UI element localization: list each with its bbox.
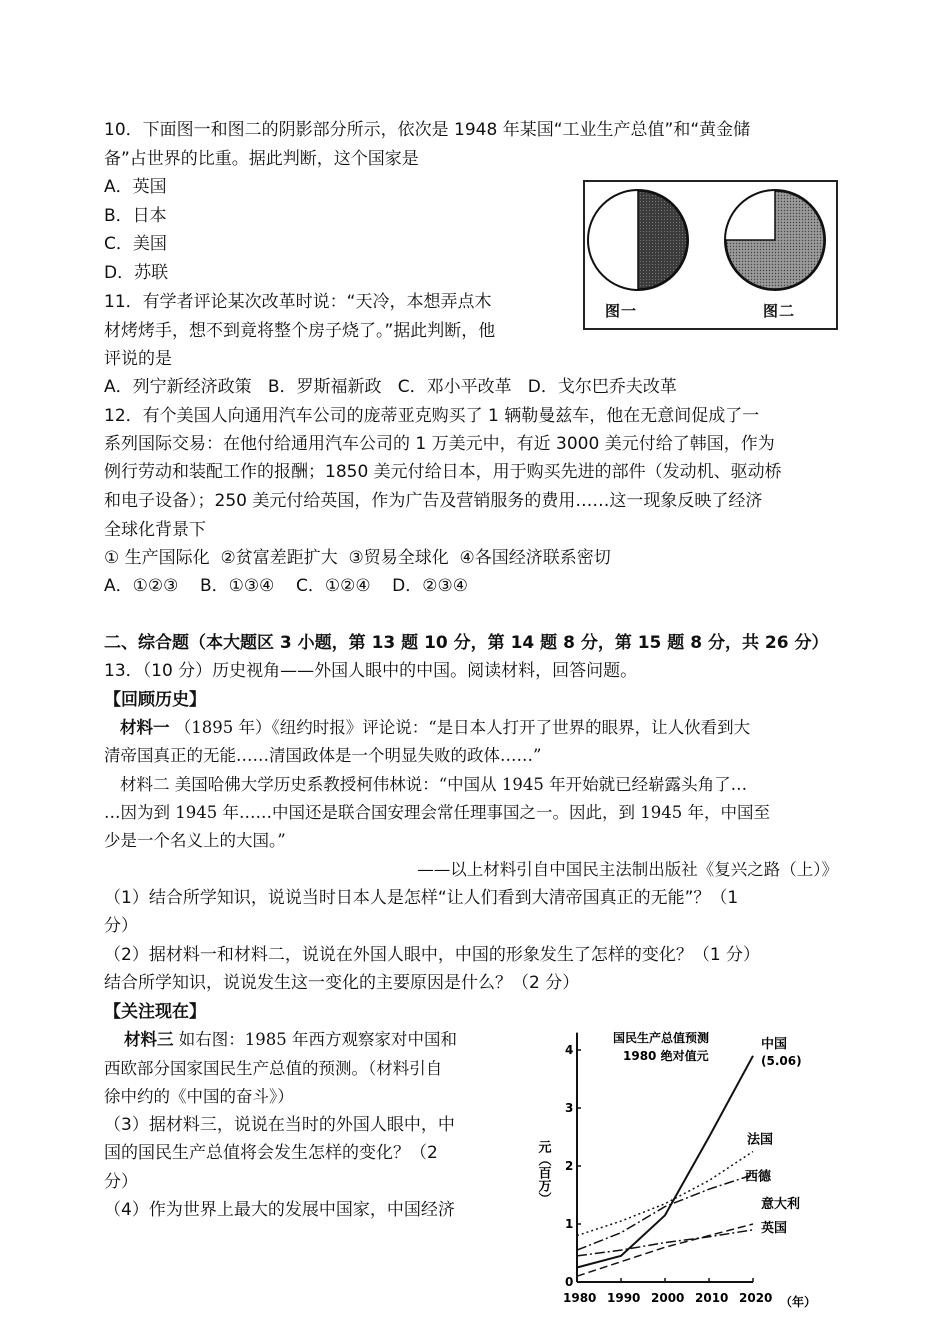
q13-heading-history: 【回顾历史】	[104, 690, 206, 710]
chart-x-tick-label: 1980	[563, 1291, 597, 1305]
material2-line1: 材料二 美国哈佛大学历史系教授柯伟林说：“中国从 1945 年开始就已经崭露头角了…	[120, 775, 748, 794]
q10-option-c: C．美国	[104, 234, 167, 254]
material3-line1	[124, 1029, 457, 1051]
pie-figure-1	[588, 190, 688, 290]
q13-sub1-line2: 分）	[104, 916, 138, 936]
q12-line5: 全球化背景下	[104, 520, 206, 540]
material1-line2: 清帝国真正的无能……清国政体是一个明显失败的政体……”	[104, 746, 542, 765]
q13-sub3-line2: 国的国民生产总值将会发生怎样的变化？（2	[104, 1143, 438, 1163]
q12-items: ① 生产国际化 ②贫富差距扩大 ③贸易全球化 ④各国经济联系密切	[104, 548, 611, 568]
q12-line2: 系列国际交易：在他付给通用汽车公司的 1 万美元中，有近 3000 美元付给了韩国，作为	[104, 434, 775, 454]
chart-title: 国民生产总值预测	[613, 1031, 710, 1045]
chart-series-1	[577, 1152, 753, 1236]
chart-xlabel: （年）	[780, 1295, 817, 1309]
material1-text: （1895 年）《纽约时报》评论说：“是日本人打开了世界的眼界，让人伙看到大	[174, 718, 751, 737]
q10-figure	[583, 180, 838, 330]
chart-x-tick-label: 2020	[739, 1291, 773, 1305]
material3-line2: 西欧部分国家国民生产总值的预测。（材料引自	[104, 1059, 443, 1078]
q13-sub2-line1: （2）据材料一和材料二，说说在外国人眼中，中国的形象发生了怎样的变化？（1 分）	[104, 945, 761, 965]
pie-figure-2	[725, 190, 825, 290]
q12-line1: 12．有个美国人向通用汽车公司的庞蒂亚克购买了 1 辆勒曼兹车，他在无意间促成了一	[104, 406, 760, 426]
section2-title: 二、综合题（本大题区 3 小题，第 13 题 10 分，第 14 题 8 分，第 15 题 8 分，共 26 分）	[104, 633, 829, 653]
q12-line4: 和电子设备）；250 美元付给英国，作为广告及营销服务的费用……这一现象反映了经济	[104, 491, 763, 511]
q10-option-d: D．苏联	[104, 263, 169, 283]
chart-series-2	[577, 1175, 753, 1250]
chart-y-tick-label: 1	[565, 1217, 574, 1231]
q13-intro: 13．（10 分）历史视角——外国人眼中的中国。阅读材料，回答问题。	[104, 661, 638, 681]
chart-series-label: 法国	[747, 1132, 774, 1148]
chart-series-label: 中国	[761, 1036, 788, 1052]
chart-series-label: 意大利	[761, 1197, 801, 1212]
chart-x-tick-label: 1990	[607, 1291, 641, 1305]
q10-option-a: A．英国	[104, 177, 167, 197]
q12-options: A．①②③ B．①③④ C．①②④ D．②③④	[104, 576, 468, 596]
material1-label: 材料一	[120, 718, 170, 737]
chart-y-tick-label: 3	[565, 1101, 574, 1115]
q13-heading-present: 【关注现在】	[104, 1002, 206, 1022]
chart-subtitle: 1980 绝对值元	[623, 1049, 709, 1063]
chart-series-label: 西德	[745, 1169, 772, 1185]
q10-option-b: B．日本	[104, 206, 167, 226]
chart-series-4	[577, 1230, 753, 1256]
chart-y-tick-label: 0	[565, 1275, 574, 1289]
chart-series-3	[577, 1224, 753, 1276]
chart-y-tick-label: 2	[565, 1159, 574, 1173]
q11-line3: 评说的是	[104, 349, 172, 369]
q13-sub3-line1: （3）据材料三，说说在当时的外国人眼中，中	[104, 1115, 455, 1135]
chart-y-tick-label: 4	[565, 1043, 574, 1057]
q10-line1: 10．下面图一和图二的阴影部分所示，依次是 1948 年某国“工业生产总值”和“黄金储	[104, 120, 751, 140]
material2-line3: 少是一个名义上的大国。”	[104, 831, 286, 850]
chart-x-tick-label: 2010	[695, 1291, 729, 1305]
material3-line3: 徐中约的《中国的奋斗》）	[104, 1087, 294, 1106]
chart-x-tick-label: 2000	[651, 1291, 685, 1305]
material1-line1	[120, 717, 750, 739]
q13-sub4-line1: （4）作为世界上最大的发展中国家，中国经济	[104, 1200, 455, 1220]
material3-label: 材料三	[124, 1030, 174, 1049]
q11-line1: 11．有学者评论某次改革时说：“天冷，本想弄点木	[104, 292, 492, 312]
gnp-forecast-chart	[535, 1020, 825, 1320]
chart-series-0	[577, 1056, 753, 1268]
q13-sub3-line3: 分）	[104, 1172, 138, 1192]
material2-line2: …因为到 1945 年……中国还是联合国安理会常任理事国之一。因此，到 1945 年，中国至	[104, 803, 770, 822]
q11-options: A．列宁新经济政策 B．罗斯福新政 C．邓小平改革 D．戈尔巴乔夫改革	[104, 377, 677, 397]
chart-series-extra-label: (5.06)	[761, 1053, 802, 1068]
chart-series-label: 英国	[761, 1220, 788, 1236]
fig2-label: 图二	[763, 302, 796, 320]
q13-sub1-line1: （1）结合所学知识，说说当时日本人是怎样“让人们看到大清帝国真正的无能”？（1	[104, 888, 739, 908]
material3-text: 如右图：1985 年西方观察家对中国和	[178, 1030, 457, 1049]
q10-line2: 备”占世界的比重。据此判断，这个国家是	[104, 149, 419, 169]
q12-line3: 例行劳动和装配工作的报酬；1850 美元付给日本，用于购买先进的部件（发动机、驱动桥	[104, 462, 782, 482]
q13-sub2-line2: 结合所学知识，说说发生这一变化的主要原因是什么？（2 分）	[104, 973, 580, 993]
q11-line2: 材烤烤手，想不到竟将整个房子烧了。”据此判断，他	[104, 321, 496, 341]
chart-ylabel: 元（百万）	[535, 1140, 551, 1205]
material-source: ——以上材料引自中国民主法制出版社《复兴之路（上）》	[417, 860, 838, 879]
fig1-label: 图一	[605, 302, 638, 320]
pie1-shaded-slice	[638, 191, 687, 289]
